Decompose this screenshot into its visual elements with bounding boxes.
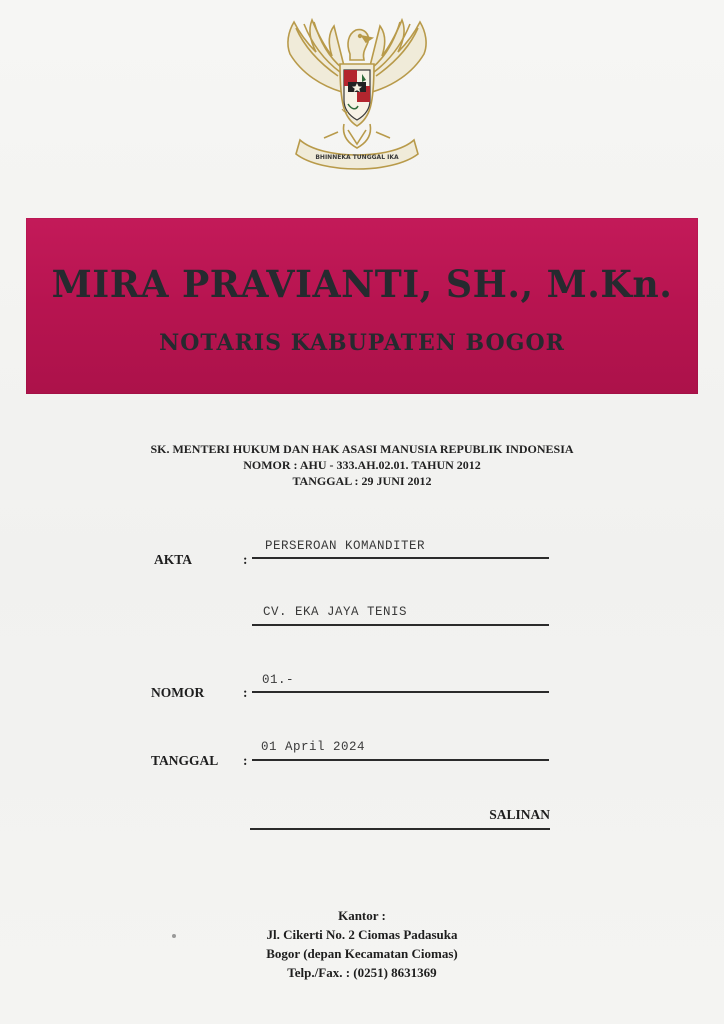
akta-rule-2 (252, 624, 549, 626)
office-address-line-2: Bogor (depan Kecamatan Ciomas) (266, 946, 458, 961)
akta-value-line-2: CV. EKA JAYA TENIS (263, 605, 408, 619)
office-heading: Kantor : (338, 908, 386, 923)
office-address (0, 906, 724, 982)
tanggal-rule (252, 759, 549, 761)
office-phone: Telp./Fax. : (0251) 8631369 (287, 965, 437, 980)
akta-rule-1 (252, 557, 549, 559)
office-address-line-1: Jl. Cikerti No. 2 Ciomas Padasuka (266, 927, 458, 942)
decree-line-2: NOMOR : AHU - 333.AH.02.01. TAHUN 2012 (243, 458, 481, 472)
garuda-emblem-icon (282, 14, 432, 176)
decree-line-3: TANGGAL : 29 JUNI 2012 (292, 474, 432, 488)
nomor-label: NOMOR (151, 685, 205, 700)
paper-speck (172, 934, 176, 938)
akta-label: AKTA (154, 552, 193, 567)
notary-name: MIRA PRAVIANTI, SH., M.Kn. (51, 262, 673, 306)
nomor-rule (252, 691, 549, 693)
nomor-value: 01.- (262, 673, 295, 687)
notary-title: NOTARIS KABUPATEN BOGOR (159, 330, 565, 356)
tanggal-colon: : (243, 753, 248, 768)
akta-colon: : (243, 552, 248, 567)
decree-line-1: SK. MENTERI HUKUM DAN HAK ASASI MANUSIA REPUBLIK INDONESIA (150, 442, 574, 456)
tanggal-label: TANGGAL (151, 753, 219, 768)
akta-value-line-1: PERSEROAN KOMANDITER (265, 539, 426, 553)
emblem-motto: BHINNEKA TUNGGAL IKA (315, 154, 399, 161)
nomor-colon: : (243, 685, 248, 700)
tanggal-value: 01 April 2024 (261, 740, 366, 754)
decree-block (0, 441, 724, 489)
salinan-label: SALINAN (489, 807, 550, 822)
salinan-rule (250, 828, 550, 830)
notary-banner (26, 218, 698, 394)
